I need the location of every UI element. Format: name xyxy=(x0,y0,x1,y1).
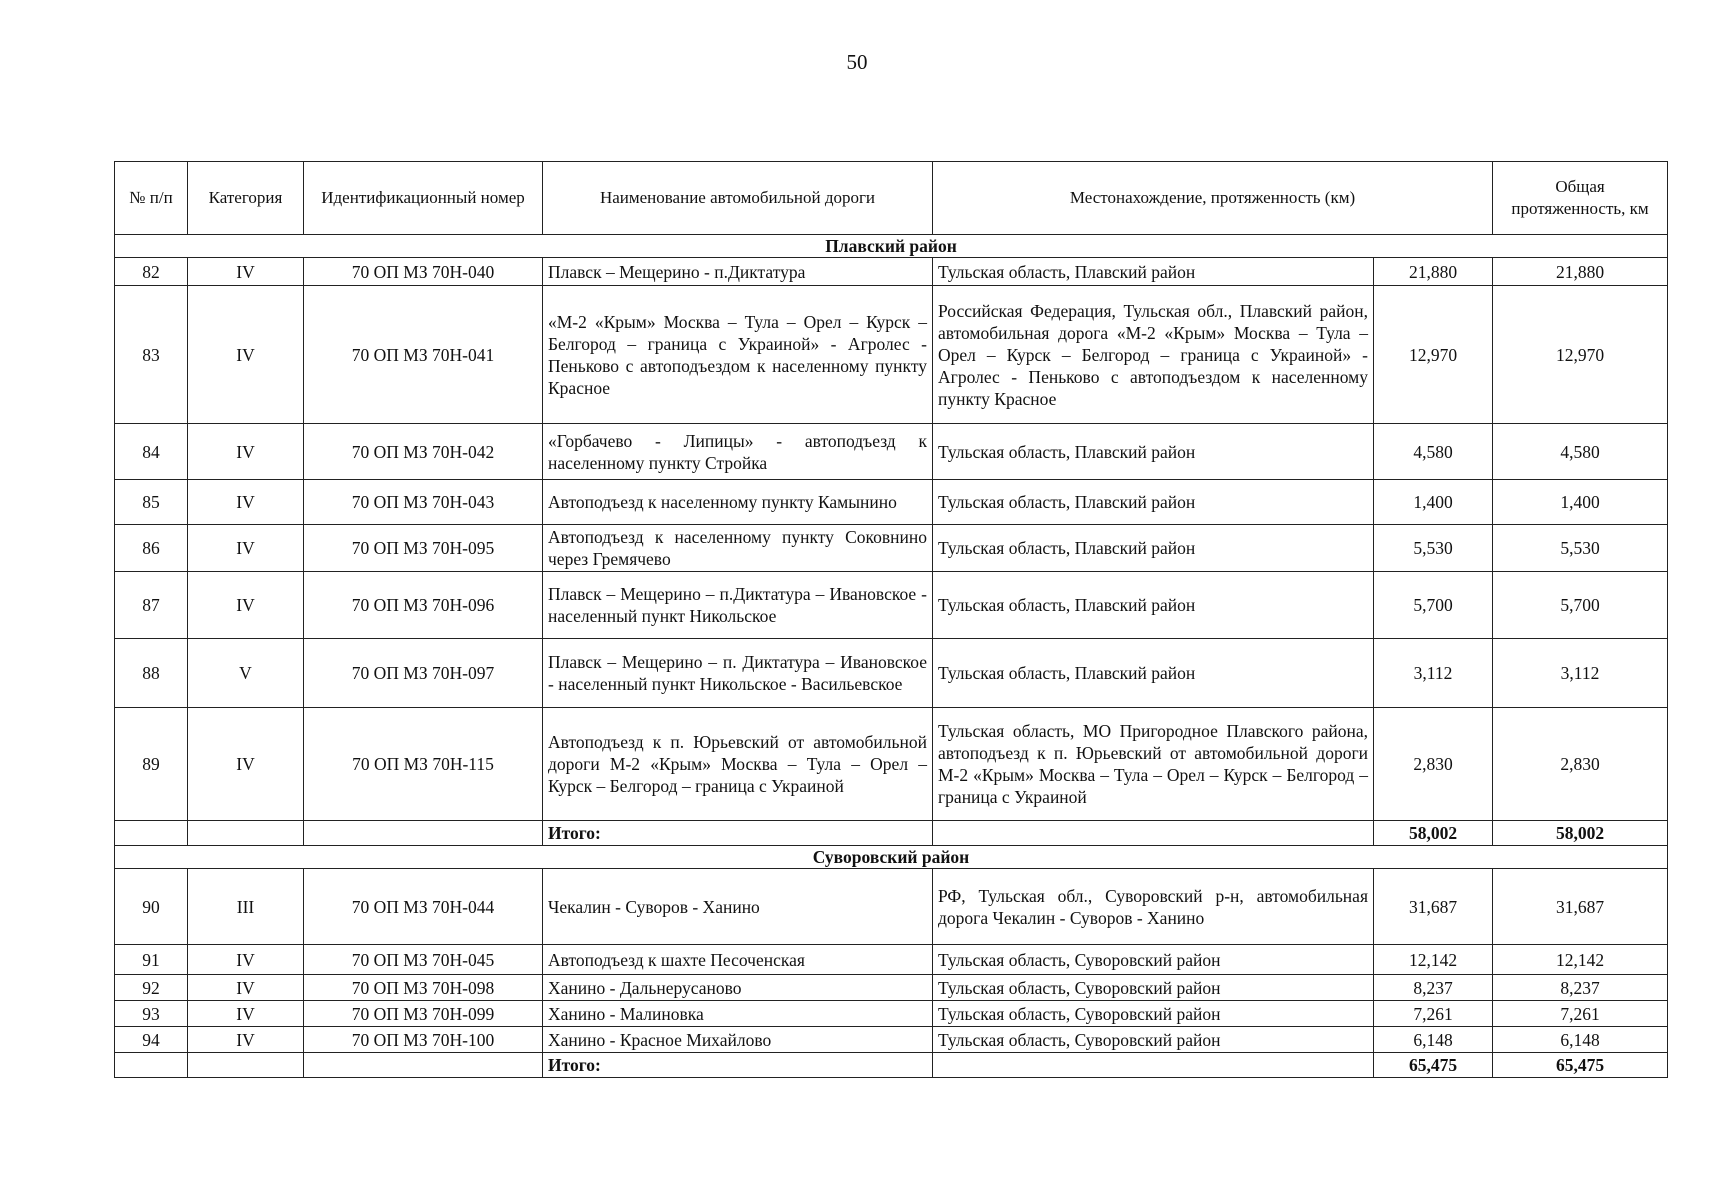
row-total: 5,700 xyxy=(1493,572,1668,639)
row-number: 84 xyxy=(115,424,188,480)
table-row xyxy=(115,1001,1668,1027)
row-length: 5,530 xyxy=(1374,525,1493,572)
total-total: 58,002 xyxy=(1493,821,1668,846)
row-number: 87 xyxy=(115,572,188,639)
row-road-name: Плавск – Мещерино – п.Диктатура – Ивановское - населенный пункт Никольское xyxy=(543,572,933,639)
row-id: 70 ОП МЗ 70Н-100 xyxy=(304,1027,543,1053)
row-road-name: Автоподъезд к населенному пункту Соковнино через Гремячево xyxy=(543,525,933,572)
header-name: Наименование автомобильной дороги xyxy=(543,162,933,235)
header-total: Общая протяженность, км xyxy=(1493,162,1668,235)
total-label: Итого: xyxy=(543,821,933,846)
row-location: Тульская область, Суворовский район xyxy=(933,945,1374,975)
row-road-name: Ханино - Малиновка xyxy=(543,1001,933,1027)
empty-cell xyxy=(304,821,543,846)
row-length: 1,400 xyxy=(1374,480,1493,525)
row-category: IV xyxy=(188,525,304,572)
row-length: 12,970 xyxy=(1374,286,1493,424)
empty-cell xyxy=(933,821,1374,846)
row-id: 70 ОП МЗ 70Н-095 xyxy=(304,525,543,572)
row-road-name: Плавск – Мещерино – п. Диктатура – Ивановское - населенный пункт Никольское - Васильевское xyxy=(543,639,933,708)
row-length: 2,830 xyxy=(1374,708,1493,821)
row-number: 83 xyxy=(115,286,188,424)
table-row xyxy=(115,480,1668,525)
row-number: 92 xyxy=(115,975,188,1001)
table-row xyxy=(115,945,1668,975)
table-row xyxy=(115,639,1668,708)
row-location: Тульская область, Плавский район xyxy=(933,525,1374,572)
row-road-name: Автоподъезд к п. Юрьевский от автомобильной дороги М-2 «Крым» Москва – Тула – Орел – Курск – Белгород – граница с Украиной xyxy=(543,708,933,821)
row-number: 90 xyxy=(115,869,188,945)
row-number: 86 xyxy=(115,525,188,572)
header-category: Категория xyxy=(188,162,304,235)
row-length: 4,580 xyxy=(1374,424,1493,480)
table-row xyxy=(115,975,1668,1001)
header-num: № п/п xyxy=(115,162,188,235)
row-road-name: Ханино - Красное Михайлово xyxy=(543,1027,933,1053)
row-location: Тульская область, МО Пригородное Плавского района, автоподъезд к п. Юрьевский от автомобильной дороги М-2 «Крым» Москва – Тула – Орел – Курск – Белгород – граница с Украиной xyxy=(933,708,1374,821)
row-road-name: Автоподъезд к шахте Песоченская xyxy=(543,945,933,975)
row-number: 89 xyxy=(115,708,188,821)
row-location: РФ, Тульская обл., Суворовский р-н, автомобильная дорога Чекалин - Суворов - Ханино xyxy=(933,869,1374,945)
table-row xyxy=(115,572,1668,639)
empty-cell xyxy=(115,1053,188,1078)
table-row xyxy=(115,1027,1668,1053)
row-length: 3,112 xyxy=(1374,639,1493,708)
row-id: 70 ОП МЗ 70Н-041 xyxy=(304,286,543,424)
row-location: Российская Федерация, Тульская обл., Плавский район, автомобильная дорога «М-2 «Крым» Москва – Тула – Орел – Курск – Белгород – граница с Украиной» - Агролес - Пеньково с автоподъездом к населенному пункту Красное xyxy=(933,286,1374,424)
row-total: 5,530 xyxy=(1493,525,1668,572)
row-id: 70 ОП МЗ 70Н-097 xyxy=(304,639,543,708)
row-id: 70 ОП МЗ 70Н-099 xyxy=(304,1001,543,1027)
row-total: 12,970 xyxy=(1493,286,1668,424)
roads-table xyxy=(114,161,1668,1078)
table-row xyxy=(115,525,1668,572)
row-length: 12,142 xyxy=(1374,945,1493,975)
row-category: IV xyxy=(188,945,304,975)
section-total-row xyxy=(115,821,1668,846)
row-length: 6,148 xyxy=(1374,1027,1493,1053)
table-row xyxy=(115,869,1668,945)
row-road-name: Плавск – Мещерино - п.Диктатура xyxy=(543,258,933,286)
row-total: 31,687 xyxy=(1493,869,1668,945)
row-id: 70 ОП МЗ 70Н-044 xyxy=(304,869,543,945)
row-total: 2,830 xyxy=(1493,708,1668,821)
table-row xyxy=(115,258,1668,286)
row-location: Тульская область, Плавский район xyxy=(933,258,1374,286)
row-category: IV xyxy=(188,258,304,286)
row-location: Тульская область, Плавский район xyxy=(933,480,1374,525)
row-id: 70 ОП МЗ 70Н-115 xyxy=(304,708,543,821)
row-total: 21,880 xyxy=(1493,258,1668,286)
section-title: Суворовский район xyxy=(115,846,1668,869)
table-row xyxy=(115,708,1668,821)
row-number: 94 xyxy=(115,1027,188,1053)
section-total-row xyxy=(115,1053,1668,1078)
row-road-name: «Горбачево - Липицы» - автоподъезд к населенному пункту Стройка xyxy=(543,424,933,480)
row-length: 8,237 xyxy=(1374,975,1493,1001)
row-location: Тульская область, Плавский район xyxy=(933,572,1374,639)
row-length: 21,880 xyxy=(1374,258,1493,286)
row-location: Тульская область, Суворовский район xyxy=(933,1001,1374,1027)
row-road-name: Ханино - Дальнерусаново xyxy=(543,975,933,1001)
row-category: IV xyxy=(188,286,304,424)
row-id: 70 ОП МЗ 70Н-098 xyxy=(304,975,543,1001)
row-category: III xyxy=(188,869,304,945)
row-category: IV xyxy=(188,1027,304,1053)
row-id: 70 ОП МЗ 70Н-040 xyxy=(304,258,543,286)
table-row xyxy=(115,424,1668,480)
row-road-name: Чекалин - Суворов - Ханино xyxy=(543,869,933,945)
row-location: Тульская область, Суворовский район xyxy=(933,1027,1374,1053)
row-total: 8,237 xyxy=(1493,975,1668,1001)
row-category: IV xyxy=(188,572,304,639)
row-total: 1,400 xyxy=(1493,480,1668,525)
row-number: 82 xyxy=(115,258,188,286)
row-location: Тульская область, Плавский район xyxy=(933,639,1374,708)
empty-cell xyxy=(188,821,304,846)
header-row xyxy=(115,162,1668,235)
total-length: 58,002 xyxy=(1374,821,1493,846)
empty-cell xyxy=(115,821,188,846)
row-category: IV xyxy=(188,480,304,525)
header-location: Местонахождение, протяженность (км) xyxy=(933,162,1493,235)
total-length: 65,475 xyxy=(1374,1053,1493,1078)
empty-cell xyxy=(933,1053,1374,1078)
row-length: 7,261 xyxy=(1374,1001,1493,1027)
row-total: 6,148 xyxy=(1493,1027,1668,1053)
row-total: 7,261 xyxy=(1493,1001,1668,1027)
section-title: Плавский район xyxy=(115,235,1668,258)
table-row xyxy=(115,286,1668,424)
row-location: Тульская область, Суворовский район xyxy=(933,975,1374,1001)
row-id: 70 ОП МЗ 70Н-042 xyxy=(304,424,543,480)
row-total: 3,112 xyxy=(1493,639,1668,708)
header-id: Идентификационный номер xyxy=(304,162,543,235)
row-category: IV xyxy=(188,424,304,480)
row-id: 70 ОП МЗ 70Н-045 xyxy=(304,945,543,975)
row-location: Тульская область, Плавский район xyxy=(933,424,1374,480)
row-number: 93 xyxy=(115,1001,188,1027)
row-total: 12,142 xyxy=(1493,945,1668,975)
row-length: 5,700 xyxy=(1374,572,1493,639)
total-label: Итого: xyxy=(543,1053,933,1078)
row-number: 88 xyxy=(115,639,188,708)
row-category: IV xyxy=(188,1001,304,1027)
row-category: IV xyxy=(188,708,304,821)
row-number: 85 xyxy=(115,480,188,525)
row-road-name: «М-2 «Крым» Москва – Тула – Орел – Курск – Белгород – граница с Украиной» - Агролес - Пеньково с автоподъездом к населенному пункту Красное xyxy=(543,286,933,424)
empty-cell xyxy=(188,1053,304,1078)
empty-cell xyxy=(304,1053,543,1078)
row-category: V xyxy=(188,639,304,708)
row-total: 4,580 xyxy=(1493,424,1668,480)
row-number: 91 xyxy=(115,945,188,975)
page-number: 50 xyxy=(846,50,868,74)
section-header-row xyxy=(115,846,1668,869)
row-id: 70 ОП МЗ 70Н-096 xyxy=(304,572,543,639)
row-id: 70 ОП МЗ 70Н-043 xyxy=(304,480,543,525)
total-total: 65,475 xyxy=(1493,1053,1668,1078)
section-header-row xyxy=(115,235,1668,258)
row-length: 31,687 xyxy=(1374,869,1493,945)
row-road-name: Автоподъезд к населенному пункту Камынино xyxy=(543,480,933,525)
row-category: IV xyxy=(188,975,304,1001)
